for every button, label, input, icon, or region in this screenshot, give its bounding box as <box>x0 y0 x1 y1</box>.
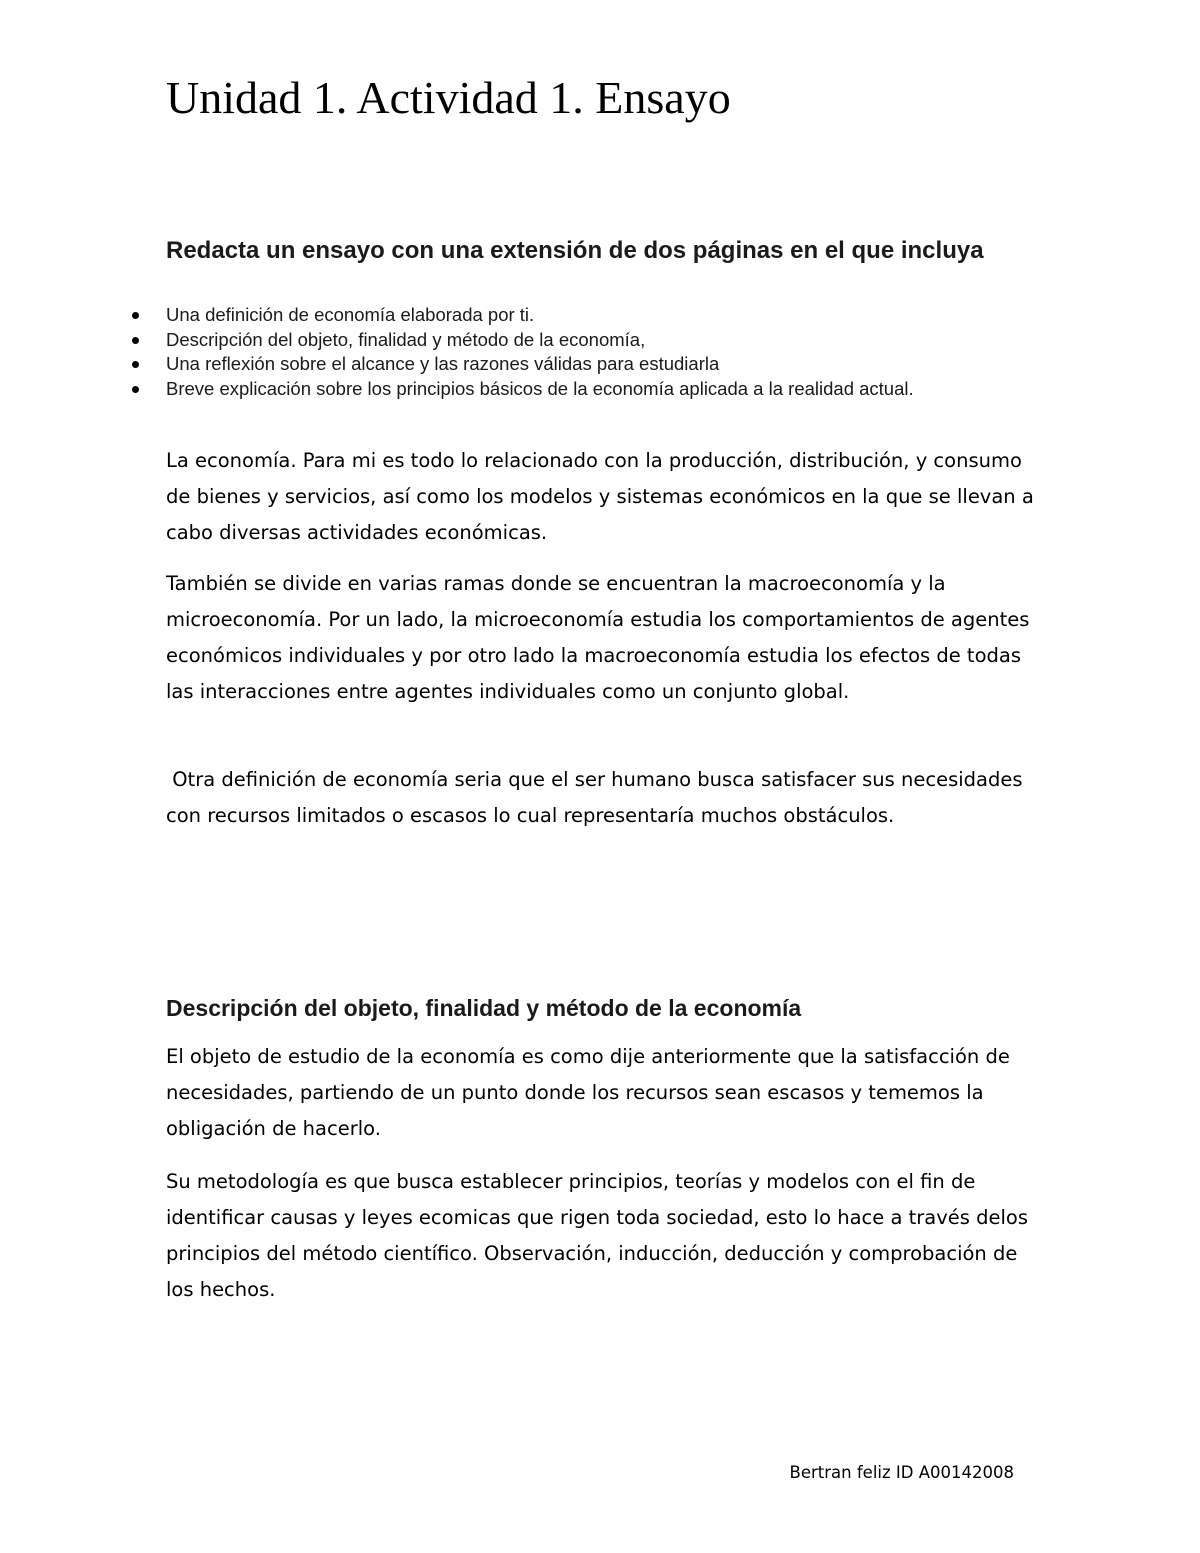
essay-paragraph-methodology: Su metodología es que busca establecer principios, teorías y modelos con el fin de identificar causas y leyes ecomicas que rigen toda sociedad, esto lo hace a través delos principios del método científico. Observación, inducción, deducción y comprobación de los hechos. <box>166 1170 1028 1301</box>
list-item-text: Breve explicación sobre los principios básicos de la economía aplicada a la realidad actual. <box>166 377 914 399</box>
essay-paragraph-definition: La economía. Para mi es todo lo relacionado con la producción, distribución, y consumo de bienes y servicios, así como los modelos y sistemas económicos en la que se llevan a cabo diversas actividades económicas. <box>166 449 1034 544</box>
list-item <box>130 377 1030 402</box>
list-item-text: Descripción del objeto, finalidad y método de la economía, <box>166 328 646 350</box>
section-heading: Descripción del objeto, finalidad y método de la economía <box>166 995 802 1021</box>
list-item-text: Una reflexión sobre el alcance y las razones válidas para estudiarla <box>166 353 720 374</box>
list-item <box>130 303 1030 328</box>
assignment-prompt-heading: Redacta un ensayo con una extensión de dos páginas en el que incluya <box>166 237 984 264</box>
document-title: Unidad 1. Actividad 1. Ensayo <box>166 72 731 123</box>
assignment-requirements-list <box>130 303 1030 401</box>
page-footer-author: Bertran feliz ID A00142008 <box>789 1463 1014 1482</box>
essay-paragraph-object: El objeto de estudio de la economía es como dije anteriormente que la satisfacción de necesidades, partiendo de un punto donde los recursos sean escasos y tememos la obligación de hacerlo. <box>166 1045 1010 1140</box>
bullet-icon <box>132 312 139 319</box>
essay-paragraph-other-definition: Otra definición de economía seria que el ser humano busca satisfacer sus necesidades con recursos limitados o escasos lo cual representaría muchos obstáculos. <box>166 768 1029 827</box>
list-item <box>130 328 1030 353</box>
list-item-text: Una definición de economía elaborada por ti. <box>166 304 535 325</box>
bullet-icon <box>132 337 139 344</box>
bullet-icon <box>132 361 139 368</box>
list-item <box>130 352 1030 377</box>
bullet-icon <box>132 386 139 393</box>
essay-paragraph-branches: También se divide en varias ramas donde se encuentran la macroeconomía y la microeconomía. Por un lado, la microeconomía estudia los comportamientos de agentes económicos individuales y por otro lado la macroeconomía estudia los efectos de todas las interacciones entre agentes individuales como un conjunto global. <box>166 572 1030 703</box>
